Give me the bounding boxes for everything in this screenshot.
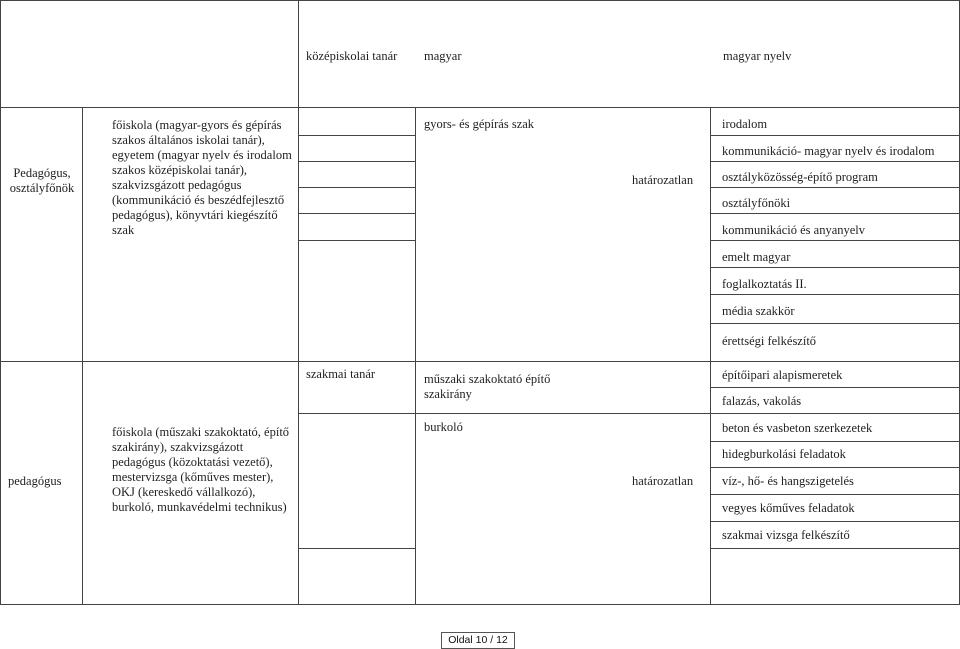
subject-item: falazás, vakolás	[722, 394, 802, 408]
row-divider	[710, 267, 960, 268]
subject-item: vegyes kőműves feladatok	[722, 501, 855, 515]
subject-item: szakmai vizsga felkészítő	[722, 528, 850, 542]
row-divider	[710, 187, 960, 188]
qualification-cell: főiskola (műszaki szakoktató, építő szakirány), szakvizsgázott pedagógus (közoktatási vezető), mestervizsga (kőműves mester), OKJ (kereskedő vállalkozó), burkoló, munkavédelmi technikus)	[112, 425, 290, 514]
row-divider	[298, 135, 415, 136]
subject-cell: magyar	[424, 49, 462, 63]
row-divider	[710, 441, 960, 442]
row-divider	[710, 161, 960, 162]
role-cell: pedagógus	[8, 474, 62, 488]
row-divider	[0, 361, 960, 362]
row-divider	[298, 413, 960, 414]
row-divider	[710, 387, 960, 388]
subject-item: emelt magyar	[722, 250, 791, 264]
subject-item: osztályfőnöki	[722, 196, 791, 210]
subject-item: irodalom	[722, 117, 768, 131]
row-divider	[710, 467, 960, 468]
row-divider	[710, 548, 960, 549]
taught-subject-cell: magyar nyelv	[723, 49, 792, 63]
position-cell: szakmai tanár	[306, 367, 376, 381]
table-border-bottom	[0, 604, 960, 605]
row-divider	[710, 494, 960, 495]
row-divider	[710, 213, 960, 214]
col-divider	[415, 107, 416, 605]
subject-item: kommunikáció és anyanyelv	[722, 223, 866, 237]
col-divider	[82, 107, 83, 605]
table-border-top	[0, 0, 960, 1]
subject-item: foglalkoztatás II.	[722, 277, 807, 291]
subject-item: média szakkör	[722, 304, 795, 318]
subject-item: beton és vasbeton szerkezetek	[722, 421, 873, 435]
role-cell: Pedagógus, osztályfőnök	[9, 166, 75, 195]
specialty-cell: burkoló	[424, 420, 463, 434]
qualification-cell: főiskola (magyar-gyors és gépírás szakos általános iskolai tanár), egyetem (magyar nyelv és irodalom szakos középiskolai tanár), szakvizsgázott pedagógus (kommunikáció és beszédfejlesztő pedagógus), könyvtári kiegészítő szak	[112, 118, 292, 237]
employment-cell: határozatlan	[632, 173, 694, 187]
row-divider	[0, 107, 960, 108]
subject-item: hidegburkolási feladatok	[722, 447, 846, 461]
subject-item: osztályközösség-építő program	[722, 170, 878, 184]
row-divider	[298, 213, 415, 214]
position-cell: középiskolai tanár	[306, 49, 398, 63]
row-divider	[298, 187, 415, 188]
employment-cell: határozatlan	[632, 474, 694, 488]
subject-item: építőipari alapismeretek	[722, 368, 843, 382]
col-divider	[710, 107, 711, 605]
subject-item: kommunikáció- magyar nyelv és irodalom	[722, 144, 935, 158]
specialty-cell: műszaki szakoktató építő szakirány	[424, 372, 551, 401]
row-divider	[710, 135, 960, 136]
col-divider	[298, 0, 299, 605]
row-divider	[710, 294, 960, 295]
row-divider	[710, 521, 960, 522]
row-divider	[298, 161, 415, 162]
table-border-left	[0, 0, 1, 605]
subject-item: érettségi felkészítő	[722, 334, 817, 348]
row-divider	[710, 240, 960, 241]
row-divider	[710, 323, 960, 324]
row-divider	[298, 548, 415, 549]
page-number: Oldal 10 / 12	[441, 632, 515, 649]
subject-item: víz-, hő- és hangszigetelés	[722, 474, 854, 488]
row-divider	[298, 240, 415, 241]
specialty-cell: gyors- és gépírás szak	[424, 117, 535, 131]
